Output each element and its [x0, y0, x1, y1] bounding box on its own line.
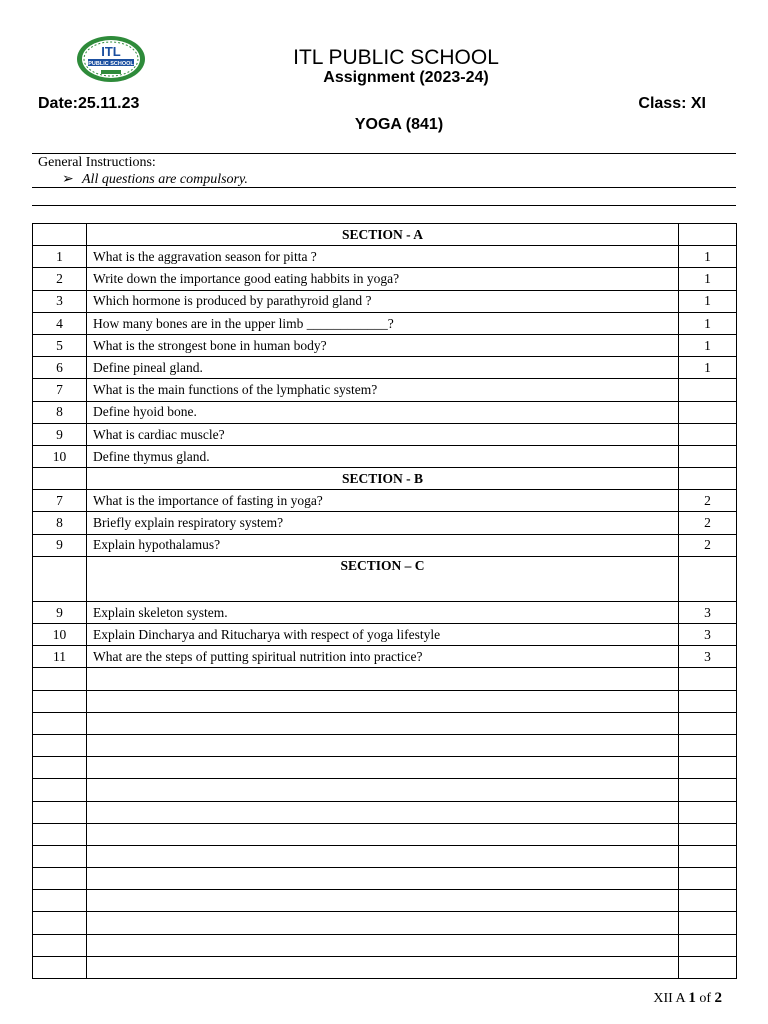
date-label: Date:25.11.23 [38, 95, 140, 112]
empty-row [33, 934, 737, 956]
arrow-bullet-icon: ➢ [62, 172, 74, 187]
empty-cell [87, 956, 679, 978]
empty-cell [87, 890, 679, 912]
table-row [33, 646, 737, 668]
empty-cell [87, 690, 679, 712]
question-marks: 3 [679, 601, 737, 623]
empty-cell [87, 845, 679, 867]
question-number: 7 [33, 490, 87, 512]
question-text: What is cardiac muscle? [87, 423, 679, 445]
table-row [33, 490, 737, 512]
empty-row [33, 779, 737, 801]
page-number: 1 [688, 990, 696, 1006]
empty-cell [87, 912, 679, 934]
question-number: 4 [33, 312, 87, 334]
page-footer [653, 990, 722, 1007]
empty-cell [33, 779, 87, 801]
question-marks: 1 [679, 334, 737, 356]
empty-row [33, 868, 737, 890]
empty-rows [33, 668, 737, 979]
empty-cell [679, 956, 737, 978]
empty-cell [679, 668, 737, 690]
empty-cell [87, 779, 679, 801]
empty-cell [33, 668, 87, 690]
question-marks [679, 379, 737, 401]
question-marks: 2 [679, 534, 737, 556]
table-row [33, 423, 737, 445]
empty-cell [33, 845, 87, 867]
empty-row [33, 668, 737, 690]
empty-cell [679, 868, 737, 890]
section-header-row [33, 468, 737, 490]
question-number: 2 [33, 268, 87, 290]
question-text: Explain Dincharya and Ritucharya with respect of yoga lifestyle [87, 624, 679, 646]
question-text: Define hyoid bone. [87, 401, 679, 423]
question-text: Write down the importance good eating habbits in yoga? [87, 268, 679, 290]
footer-class: XII A [653, 991, 685, 1006]
question-marks: 1 [679, 246, 737, 268]
empty-cell [33, 868, 87, 890]
question-marks: 2 [679, 490, 737, 512]
question-number: 3 [33, 290, 87, 312]
question-number: 1 [33, 246, 87, 268]
question-number: 8 [33, 401, 87, 423]
question-number: 10 [33, 445, 87, 467]
empty-row [33, 912, 737, 934]
empty-row [33, 801, 737, 823]
empty-cell [87, 823, 679, 845]
page-total: 2 [714, 990, 722, 1006]
assignment-title: Assignment (2023-24) [323, 69, 489, 86]
table-row [33, 401, 737, 423]
section-header-row [33, 224, 737, 246]
empty-cell [679, 690, 737, 712]
section-header-row [33, 556, 737, 601]
empty-cell [679, 890, 737, 912]
section-title: SECTION - B [87, 468, 679, 490]
empty-cell [679, 801, 737, 823]
divider [32, 205, 736, 206]
empty-cell [679, 823, 737, 845]
table-row [33, 312, 737, 334]
questions-table [32, 223, 737, 979]
question-text: What is the importance of fasting in yoga? [87, 490, 679, 512]
empty-cell [87, 934, 679, 956]
question-number: 8 [33, 512, 87, 534]
empty-row [33, 823, 737, 845]
question-marks: 1 [679, 290, 737, 312]
table-row [33, 534, 737, 556]
empty-cell [679, 734, 737, 756]
empty-row [33, 712, 737, 734]
empty-cell [33, 890, 87, 912]
divider [32, 187, 736, 188]
question-text: What are the steps of putting spiritual nutrition into practice? [87, 646, 679, 668]
subject-title: YOGA (841) [354, 116, 444, 133]
table-row [33, 445, 737, 467]
empty-cell [87, 668, 679, 690]
question-text: Briefly explain respiratory system? [87, 512, 679, 534]
divider [32, 153, 736, 154]
table-row [33, 512, 737, 534]
empty-cell [87, 734, 679, 756]
empty-cell [679, 912, 737, 934]
question-text: Define pineal gland. [87, 357, 679, 379]
question-number: 5 [33, 334, 87, 356]
question-number: 10 [33, 624, 87, 646]
svg-text:ITL: ITL [101, 44, 121, 59]
question-number: 9 [33, 534, 87, 556]
table-row [33, 357, 737, 379]
question-number: 6 [33, 357, 87, 379]
empty-cell [87, 757, 679, 779]
school-name: ITL PUBLIC SCHOOL [293, 46, 499, 69]
question-text: Which hormone is produced by parathyroid gland ? [87, 290, 679, 312]
empty-row [33, 757, 737, 779]
svg-text:PUBLIC SCHOOL: PUBLIC SCHOOL [88, 61, 134, 67]
question-marks: 1 [679, 312, 737, 334]
question-marks: 2 [679, 512, 737, 534]
question-text: What is the aggravation season for pitta ? [87, 246, 679, 268]
empty-cell [87, 801, 679, 823]
question-marks: 3 [679, 624, 737, 646]
instructions-label: General Instructions: [38, 155, 156, 170]
question-number: 9 [33, 423, 87, 445]
empty-cell [679, 757, 737, 779]
question-number: 7 [33, 379, 87, 401]
question-text: Explain hypothalamus? [87, 534, 679, 556]
section-title: SECTION – C [87, 556, 679, 601]
empty-row [33, 956, 737, 978]
empty-cell [679, 845, 737, 867]
question-text: How many bones are in the upper limb ____________? [87, 312, 679, 334]
empty-cell [33, 934, 87, 956]
table-row [33, 290, 737, 312]
empty-cell [33, 801, 87, 823]
empty-cell [679, 779, 737, 801]
instruction-item: ➢ All questions are compulsory. [62, 172, 248, 187]
question-text: Explain skeleton system. [87, 601, 679, 623]
class-label: Class: XI [638, 95, 706, 112]
empty-cell [679, 934, 737, 956]
question-marks [679, 423, 737, 445]
table-row [33, 379, 737, 401]
question-marks: 1 [679, 268, 737, 290]
question-marks [679, 401, 737, 423]
table-row [33, 246, 737, 268]
section-title: SECTION - A [87, 224, 679, 246]
question-text: What is the main functions of the lymphatic system? [87, 379, 679, 401]
question-text: Define thymus gland. [87, 445, 679, 467]
table-row [33, 268, 737, 290]
empty-cell [33, 823, 87, 845]
footer-of: of [699, 991, 711, 1006]
question-number: 9 [33, 601, 87, 623]
empty-cell [679, 712, 737, 734]
empty-row [33, 734, 737, 756]
empty-cell [33, 734, 87, 756]
empty-cell [87, 712, 679, 734]
question-text: What is the strongest bone in human body? [87, 334, 679, 356]
question-marks: 1 [679, 357, 737, 379]
empty-row [33, 845, 737, 867]
question-marks: 3 [679, 646, 737, 668]
empty-row [33, 890, 737, 912]
question-marks [679, 445, 737, 467]
table-row [33, 334, 737, 356]
empty-row [33, 690, 737, 712]
empty-cell [33, 690, 87, 712]
table-row [33, 624, 737, 646]
table-row [33, 601, 737, 623]
empty-cell [33, 712, 87, 734]
empty-cell [33, 912, 87, 934]
question-number: 11 [33, 646, 87, 668]
empty-cell [87, 868, 679, 890]
empty-cell [33, 757, 87, 779]
empty-cell [33, 956, 87, 978]
